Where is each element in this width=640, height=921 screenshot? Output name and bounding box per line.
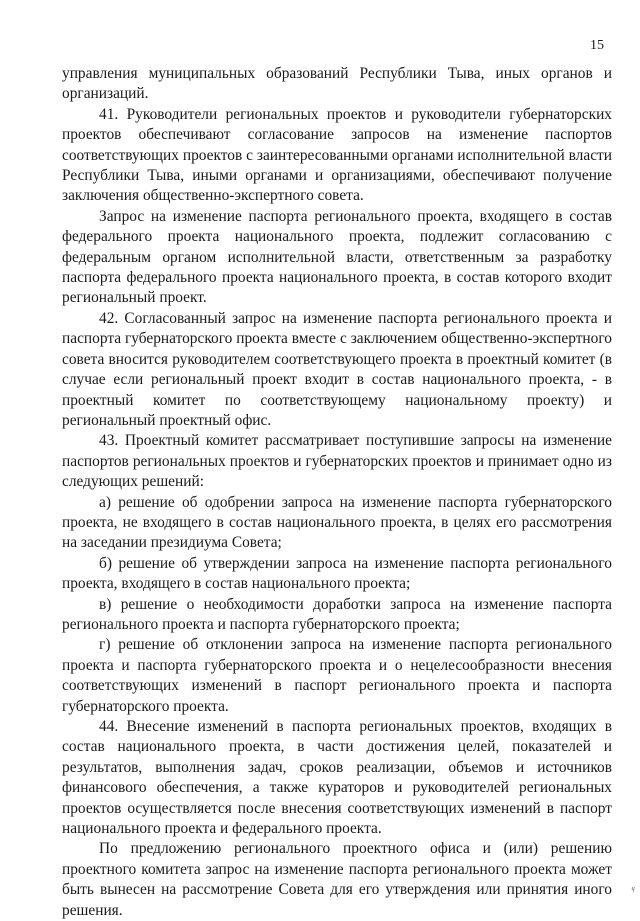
paragraph-43-g: г) решение об отклонении запроса на изменение паспорта регионального проекта и паспорта губернаторского проекта и о нецелесообразности внесения соответствующих изменений в паспорт регионального проекта и паспорта губернаторского проекта. xyxy=(62,636,612,715)
scan-mark: ᶣ xyxy=(630,884,634,896)
paragraph-43-a: а) решение об одобрении запроса на изменение паспорта губернаторского проекта, не входящего в состав национального проекта, в целях его рассмотрения на заседании президиума Совета; xyxy=(62,493,612,552)
document-body xyxy=(62,64,612,921)
paragraph-43: 43. Проектный комитет рассматривает поступившие запросы на изменение паспортов региональных проектов и губернаторских проектов и принимает одно из следующих решений: xyxy=(62,432,612,491)
paragraph-43-b: б) решение об утверждении запроса на изменение паспорта регионального проекта, входящего в состав национального проекта; xyxy=(62,554,612,593)
paragraph-44: 44. Внесение изменений в паспорта региональных проектов, входящих в состав национального проекта, в части достижения целей, показателей и результатов, выполнения задач, сроков реализации, объемов и источников финансового обеспечения, а также кураторов и руководителей региональных проектов осуществляется после внесения соответствующих изменений в паспорт национального проекта и федерального проекта. xyxy=(62,718,612,838)
paragraph-41-request: Запрос на изменение паспорта регионального проекта, входящего в состав федерального проекта национального проекта, подлежит согласованию с федеральным органом исполнительной власти, ответственным за разработку паспорта федерального проекта национального проекта, в состав которого входит региональный проект. xyxy=(62,207,612,307)
paragraph-continuation: управления муниципальных образований Республики Тыва, иных органов и организаций. xyxy=(62,65,612,103)
page-number: 15 xyxy=(590,38,604,53)
paragraph-42: 42. Согласованный запрос на изменение паспорта регионального проекта и паспорта губернаторского проекта вместе с заключением общественно-экспертного совета вносится руководителем соответствующего проекта в проектный комитет (в случае если региональный проект входит в состав национального проекта, - в проектный комитет по соответствующему национальному проекту) и региональный проектный офис. xyxy=(62,309,612,429)
paragraph-41: 41. Руководители региональных проектов и руководители губернаторских проектов обеспечивают согласование запросов на изменение паспортов соответствующих проектов с заинтересованными органами исполнительной власти Республики Тыва, иными органами и организациями, обеспечивают получение заключения общественно-экспертного совета. xyxy=(62,105,612,205)
paragraph-43-v: в) решение о необходимости доработки запроса на изменение паспорта регионального проекта и паспорта губернаторского проекта; xyxy=(62,595,612,633)
paragraph-44-proposal: По предложению регионального проектного офиса и (или) решению проектного комитета запрос на изменение паспорта регионального проекта может быть вынесен на рассмотрение Совета для его утверждения или принятия иного решения. xyxy=(62,840,612,919)
